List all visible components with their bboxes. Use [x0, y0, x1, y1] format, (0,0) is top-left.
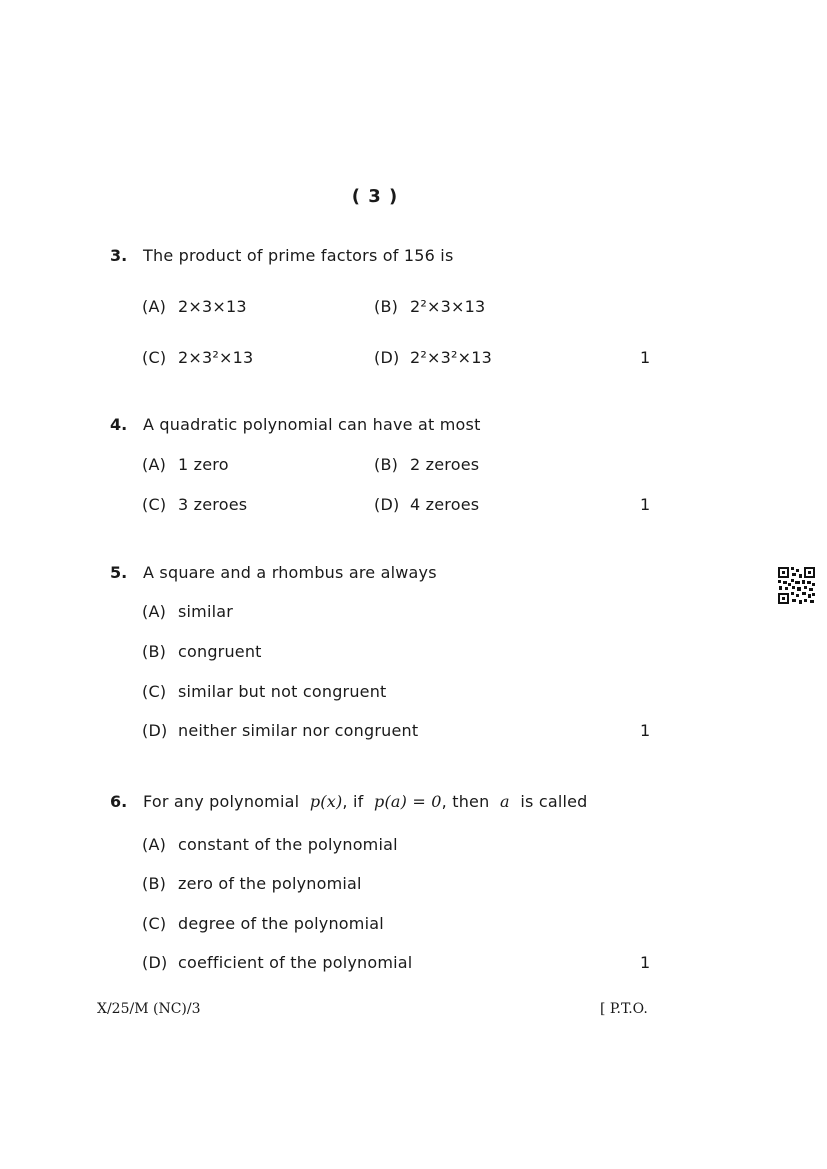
- option-label: (C): [142, 914, 167, 933]
- option-label: (A): [142, 455, 167, 474]
- option-text: zero of the polynomial: [178, 874, 362, 893]
- question-6-text: [143, 792, 588, 811]
- question-5-number: 5.: [110, 563, 128, 582]
- option-text: coefficient of the polynomial: [178, 953, 413, 972]
- option-text: 2×3²×13: [178, 348, 254, 367]
- question-6-option-c[interactable]: [142, 914, 384, 933]
- question-3-option-d[interactable]: [374, 348, 492, 367]
- option-label: (B): [142, 874, 167, 893]
- question-3-option-a[interactable]: [142, 297, 247, 316]
- option-text: 2 zeroes: [410, 455, 480, 474]
- option-label: (D): [374, 348, 400, 367]
- question-5-option-d[interactable]: [142, 721, 418, 740]
- option-label: (A): [142, 602, 167, 621]
- q6-text-mid2: , then: [441, 792, 490, 811]
- option-text: similar but not congruent: [178, 682, 387, 701]
- option-text: neither similar nor congruent: [178, 721, 419, 740]
- question-3-option-c[interactable]: [142, 348, 253, 367]
- option-label: (D): [142, 721, 168, 740]
- qr-code-image: [777, 566, 816, 605]
- option-text: 2²×3×13: [410, 297, 486, 316]
- footer-paper-code: X/25/M (NC)/3: [97, 1001, 201, 1017]
- question-5-text: A square and a rhombus are always: [143, 563, 437, 582]
- question-6-option-b[interactable]: [142, 874, 362, 893]
- option-text: 3 zeroes: [178, 495, 248, 514]
- question-4-option-b[interactable]: [374, 455, 479, 474]
- question-6-option-d[interactable]: [142, 953, 412, 972]
- question-6-number: 6.: [110, 792, 128, 811]
- question-4-option-a[interactable]: [142, 455, 229, 474]
- q6-math-px: p(x): [309, 792, 343, 811]
- option-text: 2×3×13: [178, 297, 247, 316]
- option-text: degree of the polynomial: [178, 914, 384, 933]
- question-4-text: A quadratic polynomial can have at most: [143, 415, 481, 434]
- option-label: (B): [142, 642, 167, 661]
- option-label: (C): [142, 495, 167, 514]
- option-text: 1 zero: [178, 455, 229, 474]
- question-5-option-c[interactable]: [142, 682, 387, 701]
- q6-text-pre: For any polynomial: [143, 792, 300, 811]
- option-text: constant of the polynomial: [178, 835, 398, 854]
- question-6-option-a[interactable]: [142, 835, 398, 854]
- question-3-number: 3.: [110, 246, 128, 265]
- question-5-option-a[interactable]: [142, 602, 233, 621]
- footer-pto: [ P.T.O.: [600, 1001, 648, 1017]
- option-label: (C): [142, 682, 167, 701]
- q6-math-pa: p(a) = 0: [374, 792, 442, 811]
- question-6-marks: 1: [640, 953, 651, 972]
- option-label: (D): [142, 953, 168, 972]
- option-label: (A): [142, 835, 167, 854]
- question-3-text: The product of prime factors of 156 is: [143, 246, 454, 265]
- option-text: similar: [178, 602, 234, 621]
- question-4-number: 4.: [110, 415, 128, 434]
- option-label: (B): [374, 297, 399, 316]
- question-4-marks: 1: [640, 495, 651, 514]
- question-3-option-b[interactable]: [374, 297, 485, 316]
- option-text: congruent: [178, 642, 262, 661]
- q6-math-a: a: [500, 792, 510, 811]
- question-4-option-c[interactable]: [142, 495, 247, 514]
- option-text: 2²×3²×13: [410, 348, 492, 367]
- question-5-marks: 1: [640, 721, 651, 740]
- question-5-option-b[interactable]: [142, 642, 262, 661]
- question-4-option-d[interactable]: [374, 495, 479, 514]
- option-label: (A): [142, 297, 167, 316]
- option-label: (B): [374, 455, 399, 474]
- q6-text-mid: , if: [342, 792, 364, 811]
- option-label: (C): [142, 348, 167, 367]
- option-label: (D): [374, 495, 400, 514]
- page-number: ( 3 ): [351, 186, 399, 207]
- question-3-marks: 1: [640, 348, 651, 367]
- option-text: 4 zeroes: [410, 495, 480, 514]
- q6-text-post: is called: [520, 792, 588, 811]
